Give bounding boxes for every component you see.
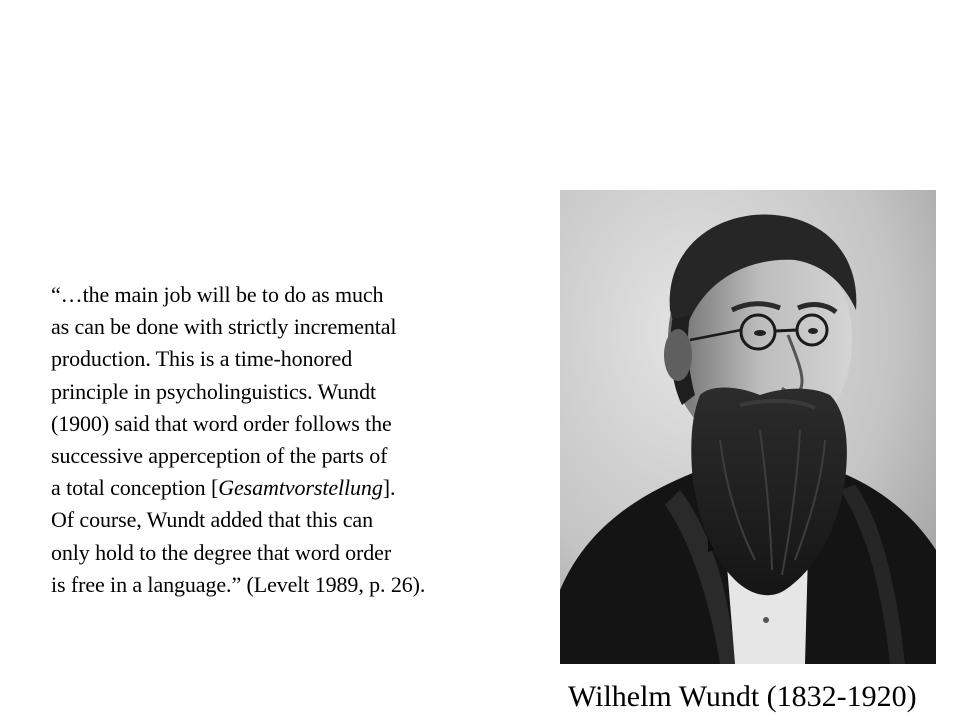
quote-italic-term: Gesamtvorstellung <box>218 475 383 501</box>
quote-line: (1900) said that word order follows the <box>51 410 392 436</box>
quote-line: a total conception [Gesamtvorstellung]. <box>51 475 396 501</box>
quote-line: “…the main job will be to do as much <box>51 282 384 307</box>
quote-text <box>51 279 531 601</box>
quote-line: is free in a language.” (Levelt 1989, p. 26). <box>51 571 426 597</box>
quote-line: production. This is a time-honored <box>51 346 353 372</box>
photo-caption: Wilhelm Wundt (1832-1920) <box>568 680 917 713</box>
quote-line: Of course, Wundt added that this can <box>51 507 373 533</box>
quote-line: successive apperception of the parts of <box>51 443 388 469</box>
quote-line: only hold to the degree that word order <box>51 539 392 565</box>
quote-line: principle in psycholinguistics. Wundt <box>51 378 376 404</box>
portrait-photo <box>560 190 936 664</box>
portrait-illustration <box>560 190 936 664</box>
quote-line: as can be done with strictly incremental <box>51 314 397 340</box>
